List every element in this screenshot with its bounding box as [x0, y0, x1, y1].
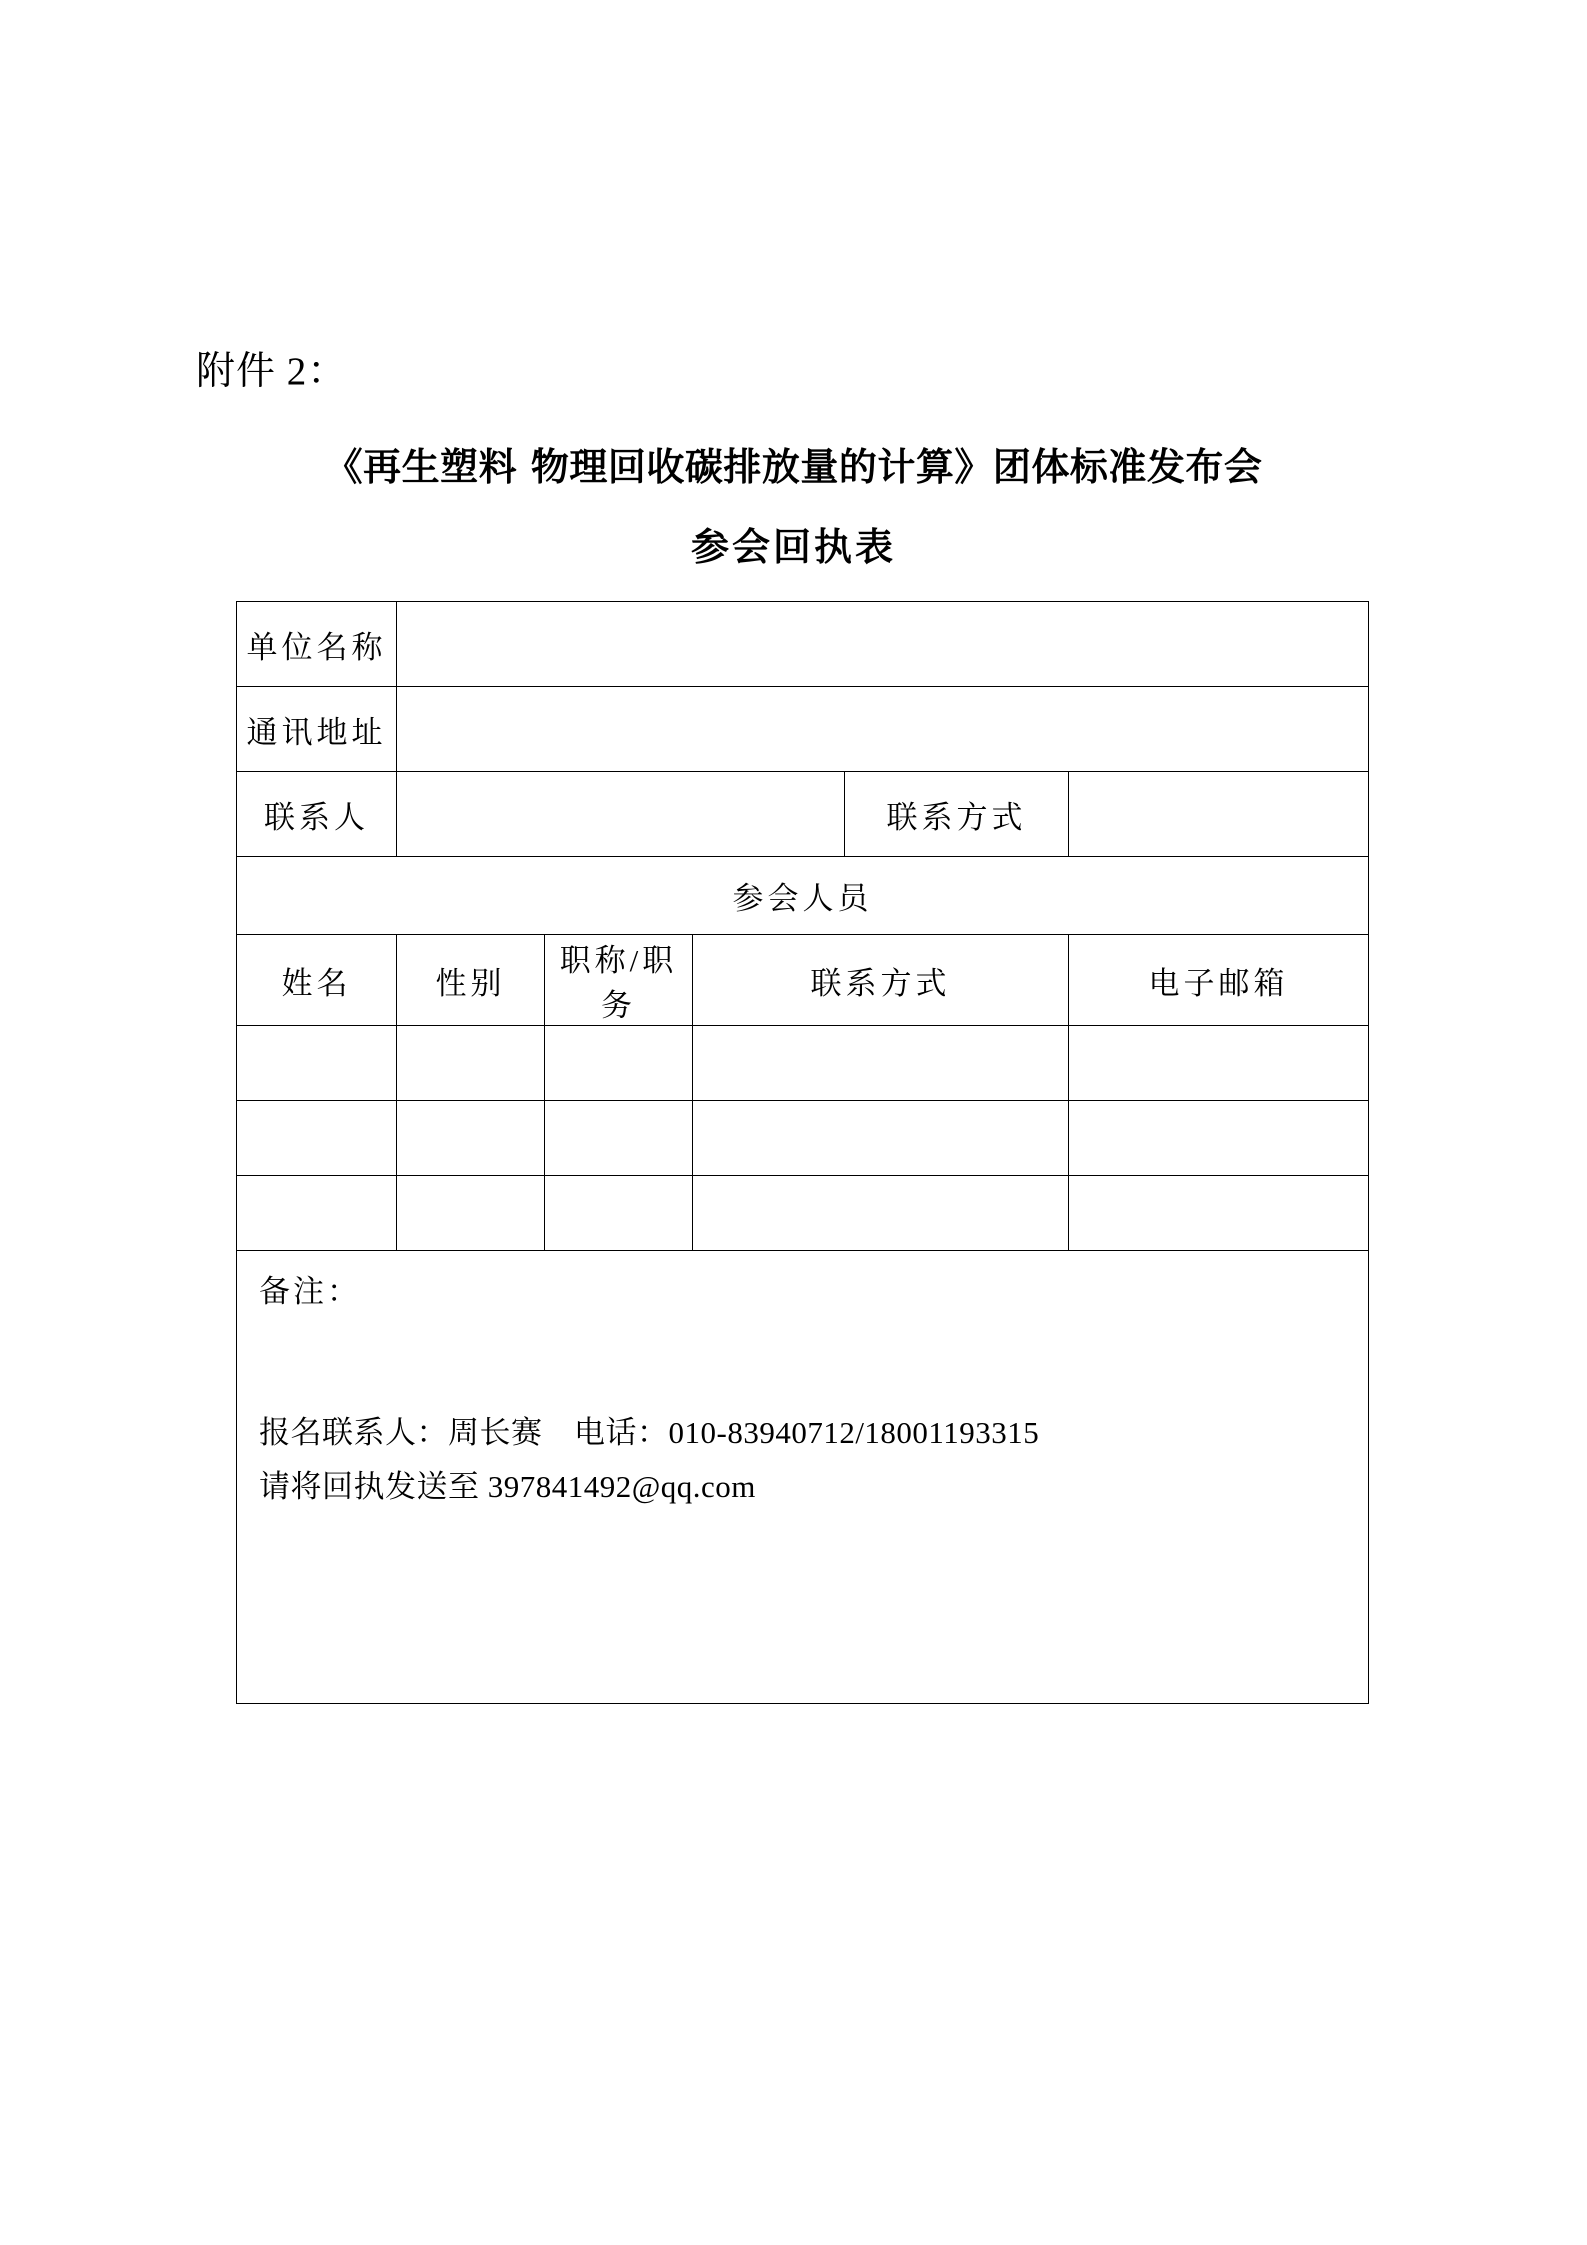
attendees-group-title: 参会人员 — [237, 857, 1369, 935]
table-row — [237, 1026, 1369, 1101]
attendee-title-input[interactable] — [545, 1176, 693, 1251]
attendee-gender-input[interactable] — [397, 1101, 545, 1176]
attendee-name-input[interactable] — [237, 1176, 397, 1251]
attendee-email-input[interactable] — [1069, 1176, 1369, 1251]
table-row-attendees-group — [237, 857, 1369, 935]
attendee-gender-input[interactable] — [397, 1176, 545, 1251]
attendee-phone-input[interactable] — [693, 1026, 1069, 1101]
attendee-email-input[interactable] — [1069, 1026, 1369, 1101]
column-header-name: 姓名 — [237, 935, 397, 1026]
column-header-title: 职称/职务 — [545, 935, 693, 1026]
document-title: 《再生塑料 物理回收碳排放量的计算》团体标准发布会 — [324, 445, 1263, 489]
table-row — [237, 1176, 1369, 1251]
address-input[interactable] — [397, 687, 1369, 772]
attendee-name-input[interactable] — [237, 1026, 397, 1101]
attendee-email-input[interactable] — [1069, 1101, 1369, 1176]
remarks-contact-line: 报名联系人：周长赛 电话：010-83940712/18001193315 — [259, 1415, 1040, 1451]
contact-method-label: 联系方式 — [845, 772, 1069, 857]
table-row-contact — [237, 772, 1369, 857]
attendee-name-input[interactable] — [237, 1101, 397, 1176]
table-row-remarks — [237, 1251, 1369, 1704]
column-header-phone: 联系方式 — [693, 935, 1069, 1026]
attendee-gender-input[interactable] — [397, 1026, 545, 1101]
remarks-spacer — [259, 1310, 1368, 1406]
remarks-email-line: 请将回执发送至 397841492@qq.com — [259, 1469, 756, 1505]
attendee-phone-input[interactable] — [693, 1176, 1069, 1251]
document-subtitle: 参会回执表 — [690, 525, 896, 569]
remarks-cell[interactable] — [237, 1251, 1369, 1704]
attendee-title-input[interactable] — [545, 1026, 693, 1101]
attendee-title-input[interactable] — [545, 1101, 693, 1176]
contact-method-input[interactable] — [1069, 772, 1369, 857]
column-header-email: 电子邮箱 — [1069, 935, 1369, 1026]
registration-form-table — [236, 601, 1369, 1704]
address-label: 通讯地址 — [237, 687, 397, 772]
contact-person-label: 联系人 — [237, 772, 397, 857]
table-row-address — [237, 687, 1369, 772]
table-row — [237, 1101, 1369, 1176]
table-row-attendee-headers — [237, 935, 1369, 1026]
table-row-unit-name — [237, 602, 1369, 687]
attendee-phone-input[interactable] — [693, 1101, 1069, 1176]
unit-name-label: 单位名称 — [237, 602, 397, 687]
attachment-label: 附件 2： — [196, 350, 348, 393]
contact-person-input[interactable] — [397, 772, 845, 857]
column-header-gender: 性别 — [397, 935, 545, 1026]
title-block — [196, 445, 1391, 569]
remarks-label: 备注： — [259, 1274, 361, 1309]
unit-name-input[interactable] — [397, 602, 1369, 687]
